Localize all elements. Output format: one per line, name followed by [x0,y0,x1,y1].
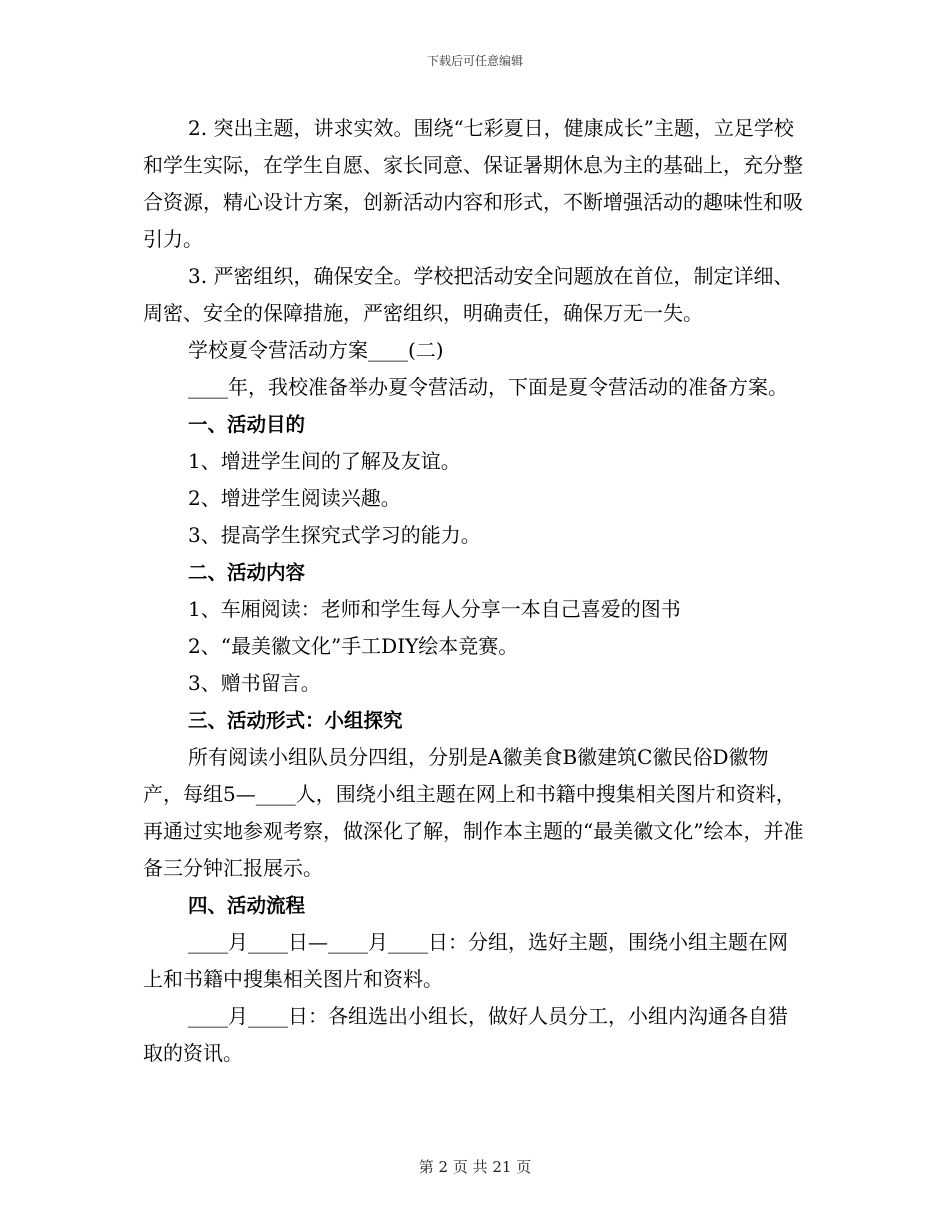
heading-activity-form: 三、活动形式：小组探究 [188,709,403,732]
paragraph-highlight-theme: 2. 突出主题，讲求实效。围绕“七彩夏日，健康成长”主题，立足学校和学生实际，在学生自愿、家长同意、保证暑期休息为主的基础上，充分整合资源，精心设计方案，创新活动内容和形式，不断增强活动的趣味性和吸引力。 [143,116,803,251]
list-item: 3、提高学生探究式学习的能力。 [188,523,481,547]
page-header: 下载后可任意编辑 [426,54,523,68]
document-body [143,110,805,1072]
paragraph-process-step-2: ____月____日：各组选出小组长，做好人员分工，小组内沟通各自猎取的资讯。 [143,1004,788,1065]
paragraph-groups: 所有阅读小组队员分四组，分别是A徽美食B徽建筑C徽民俗D徽物产，每组5—____人，围绕小组主题在网上和书籍中搜集相关图片和资料，再通过实地参观考察，做深化了解，制作本主题的“最美徽文化”绘本，并准备三分钟汇报展示。 [143,745,804,880]
list-item: 2、“最美徽文化”手工DIY绘本竞赛。 [188,634,519,658]
heading-activity-content: 二、活动内容 [188,561,306,584]
page-footer: 第 2 页 共 21 页 [418,1158,532,1176]
heading-activity-purpose: 一、活动目的 [188,413,306,436]
heading-activity-process: 四、活动流程 [188,894,306,917]
paragraph-process-step-1: ____月____日—____月____日：分组，选好主题，围绕小组主题在网上和书籍中搜集相关图片和资料。 [143,930,788,991]
list-item: 1、增进学生间的了解及友谊。 [188,449,461,473]
section-title-plan-two: 学校夏令营活动方案____(二) [188,338,444,362]
paragraph-intro: ____年，我校准备举办夏令营活动，下面是夏令营活动的准备方案。 [188,375,788,399]
list-item: 1、车厢阅读：老师和学生每人分享一本自己喜爱的图书 [188,597,681,621]
list-item: 2、增进学生阅读兴趣。 [188,486,401,510]
list-item: 3、赠书留言。 [188,671,321,695]
paragraph-strict-organization: 3. 严密组织，确保安全。学校把活动安全问题放在首位，制定详细、周密、安全的保障措施，严密组织，明确责任，确保万无一失。 [143,264,794,325]
